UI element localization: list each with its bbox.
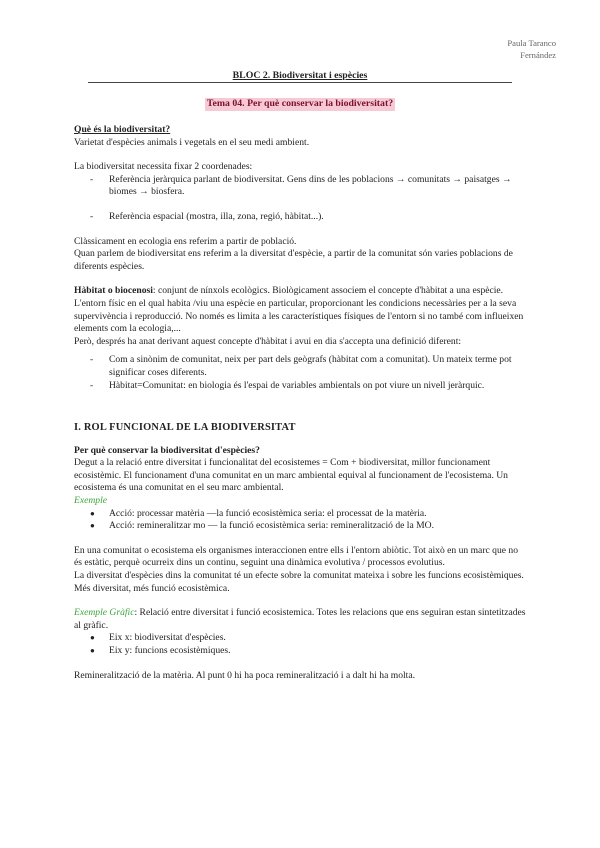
list-item: - Com a sinònim de comunitat, neix per part dels geògrafs (hàbitat com a comunitat). Un mateix terme pot significar coses diferents. bbox=[74, 354, 526, 379]
bloc-title: BLOC 2. Biodiversitat i espècies bbox=[232, 70, 368, 81]
axes-list bbox=[74, 632, 526, 657]
community-text: Quan parlem de biodiversitat ens referim a la diversitat d'espècie, a partir de la comunitat són varies poblacions de diferents espècies. bbox=[74, 248, 513, 272]
section-1-paragraph-4: Remineralització de la matèria. Al punt 0 hi ha poca remineralització i a dalt hi ha molta. bbox=[74, 669, 415, 681]
tema-title-wrap bbox=[0, 98, 600, 111]
q1-heading: Què és la biodiversitat? bbox=[74, 124, 171, 135]
coordinates-list-2 bbox=[74, 211, 526, 224]
habitat-derived: Però, després ha anat derivant aquest concepte d'hàbitat i avui en dia s'accepta una definició diferent: bbox=[74, 335, 462, 347]
section-1-paragraph-2: En una comunitat o ecosistema els organismes interaccionen entre ells i l'entorn abiòtic. Tot això en un marc que no és estàtic, perquè ocurreix dins un continu, seguint una dinàmica evolutiva / processos evolutius. bbox=[74, 544, 519, 569]
document-body bbox=[74, 124, 526, 682]
section-1-paragraph-1: Degut a la relació entre diversitat i funcionalitat del ecosistemes = Com + biodiversitat, millor funcionament ecosistèmic. El funcionament d'una comunitat en un marc ambiental equival al funcionament de l'ecosistema. Un ecosistema és una comunitat en el seu marc ambiental. bbox=[74, 457, 508, 494]
section-1-paragraph-3: La diversitat d'espècies dins la comunitat té un efecte sobre la comunitat mateixa i sobre les funcions ecosistèmiques. Més diversitat, més funció ecosistèmica. bbox=[74, 570, 524, 594]
example-list bbox=[74, 508, 526, 533]
habitat-paragraph bbox=[74, 285, 526, 335]
list-item: - Hàbitat=Comunitat: en biologia és l'espai de variables ambientals on pot viure un nivell jeràrquic. bbox=[74, 380, 526, 393]
classic-ecology-text: Clàssicament en ecologia ens referim a partir de població. bbox=[74, 235, 297, 247]
author-name bbox=[507, 38, 556, 61]
list-item: ● Eix x: biodiversitat d'espècies. bbox=[74, 632, 526, 645]
tema-title: Tema 04. Per què conservar la biodiversitat? bbox=[206, 98, 394, 109]
section-1-title: I. ROL FUNCIONAL DE LA BIODIVERSITAT bbox=[74, 422, 296, 434]
author-first-name: Paula Taranco bbox=[507, 38, 556, 48]
list-item: - Referència jeràrquica parlant de biodiversitat. Gens dins de les poblacions → comunitats → paisatges → biomes → biosfera. bbox=[74, 174, 526, 199]
graph-example-paragraph bbox=[74, 607, 526, 632]
title-divider bbox=[88, 82, 512, 83]
example-label: Exemple bbox=[74, 495, 108, 507]
list-item: - Referència espacial (mostra, illa, zona, regió, hàbitat...). bbox=[74, 211, 526, 224]
habitat-list bbox=[74, 354, 526, 392]
habitat-term: Hàbitat o biocenosi bbox=[74, 285, 153, 297]
coordinates-intro: La biodiversitat necessita fixar 2 coordenades: bbox=[74, 161, 253, 173]
graph-example-label: Exemple Gràfic bbox=[74, 607, 135, 619]
section-1-question: Per què conservar la biodiversitat d'espècies? bbox=[74, 444, 260, 456]
list-item: ● Eix y: funcions ecosistèmiques. bbox=[74, 645, 526, 658]
list-item: ● Acció: remineralitzar mo — la funció ecosistèmica seria: remineralització de la MO. bbox=[74, 520, 526, 533]
graph-example-text: : Relació entre diversitat i funció ecosistemica. Totes les relacions que ens seguiran estan sintetitzades al gràfic. bbox=[74, 607, 526, 631]
author-last-name: Fernández bbox=[520, 49, 556, 60]
habitat-text: : conjunt de nínxols ecològics. Biològicament associem el concepte d'hàbitat a una espècie. L'entorn físic en el qual habita /viu una espècie en particular, proporcionant les condicions necessàries per a la seva supervivència i reproducció. No només es limita a les característiques físiques de l'entorn si no també com influeixen elements com la ecologia,... bbox=[74, 285, 524, 335]
biodiversity-definition: Varietat d'espècies animals i vegetals en el seu medi ambient. bbox=[74, 136, 310, 148]
coordinates-list bbox=[74, 174, 526, 199]
list-item: ● Acció: processar matèria —la funció ecosistèmica seria: el processat de la matèria. bbox=[74, 508, 526, 521]
